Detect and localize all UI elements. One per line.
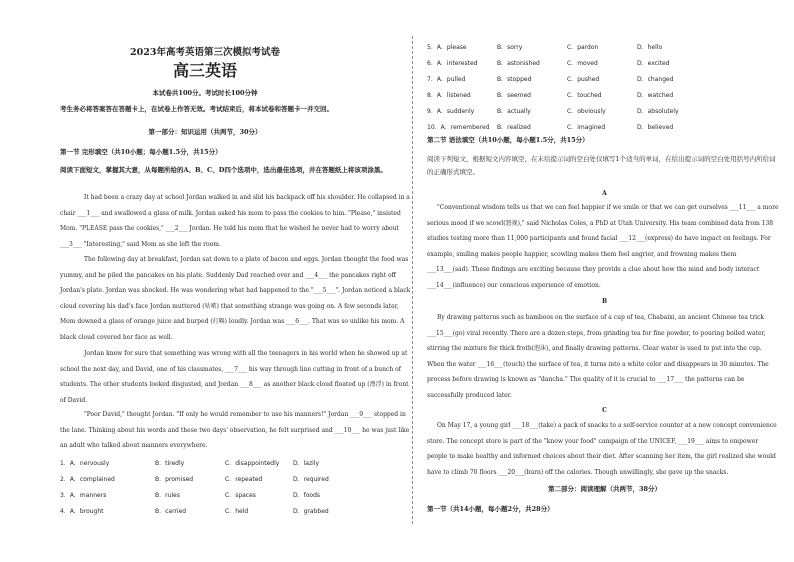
option-row (427, 90, 779, 102)
exam-info: 本试卷共100分。考试时长100分钟 (152, 89, 258, 97)
cloze-section-heading: 第一节 完形填空（共10小题；每小题1.5分，共15分） (60, 148, 222, 156)
option-c: C．pushed (567, 76, 600, 83)
cloze-instructions: 阅读下面短文，掌握其大意，从每题所给的A、B、C、D四个选项中，选出最佳选项，并在答题纸上将该项涂黑。 (60, 166, 387, 174)
option-d: D．grabbed (293, 508, 329, 515)
option-c: C．pardon (567, 44, 599, 51)
option-b: B．seemed (497, 92, 531, 99)
option-a: 10．A．remembered (427, 124, 490, 131)
option-c: C．touched (567, 92, 602, 99)
option-b: B．rules (155, 492, 180, 499)
part-two-heading: 第二部分：阅读理解（共两节，38分） (547, 485, 662, 493)
option-d: D．excited (637, 60, 670, 67)
option-b: B．stopped (497, 76, 532, 83)
option-a: 7．A．pulled (427, 76, 466, 83)
passage-a: "Conventional wisdom tells us that we can feel happier if we smile or that we can get ourselves ___11___ a more serious mood if we scowl(怒视)," said Nicholas Coles, a PhD at Utah University. His team combined data from 138 studies testing more than 11,000 participants and found facial ___12___(express) do have impact on feelings. For example, smiling makes people happier, scowling makes them feel angrier, and frowning makes them ___13___(sad). These findings are exciting because they provide a clue about how the mind and body interact ___14___(influence) our conscious experience of emotion. (427, 204, 779, 289)
option-row (60, 458, 410, 470)
option-row (60, 506, 410, 518)
option-a: 5．A．please (427, 44, 467, 51)
exam-title: 2023年高考英语第三次模拟考试卷 (130, 47, 280, 58)
subject-title: 高三英语 (172, 61, 237, 80)
option-c: C．moved (567, 60, 598, 67)
option-row (427, 58, 779, 70)
passage-b: By drawing patterns such as bamboos on the surface of a cup of tea, Chabaixi, an ancient Chinese tea trick ___15___(go) viral recently. There are a dozen steps, from grinding tea for fine powder, to pouring boiled water, stirring the mixture for thick froth(泡沫), and finally drawing patterns. Clear water is used to put into the cup. When the water ___16___(touch) the surface of tea, it turns into a white color and disappears in 30 minutes. The process before drawing is known as "dancha." The quality of it is crucial to ___17___ the patterns can be successfully produced later. (427, 314, 769, 399)
passage-label-b: B (601, 298, 608, 305)
option-a: 6．A．interested (427, 60, 478, 67)
option-a: 4．A．brought (60, 508, 104, 515)
option-c: C．imagined (567, 124, 606, 131)
option-a: 3．A．manners (60, 492, 107, 499)
passage-label-a: A (602, 190, 607, 197)
option-d: D．lazily (293, 460, 319, 467)
option-c: C．disappointedly (225, 460, 280, 467)
reading-section-heading: 第一节（共14小题，每小题2分，共28分） (427, 505, 554, 513)
part-one-heading: 第一部分：知识运用（共两节，30分） (148, 128, 262, 136)
option-c: C．held (225, 508, 249, 515)
option-a: 9．A．suddenly (427, 108, 475, 115)
option-row (60, 474, 410, 486)
option-c: C．spaces (225, 492, 256, 499)
option-a: 8．A．listened (427, 92, 471, 99)
option-row (60, 490, 410, 502)
cloze-paragraph: "Poor David," thought Jordan. "If only he would remember to use his manners!" Jordan ___9___ stopped in the lane. Thinking about his words and these two days' observation, he felt surprised and ___10___ he was just like an adult who talked about manners everywhere. (60, 411, 410, 449)
option-b: B．astonished (497, 60, 540, 67)
grammar-section-heading: 第二节 语法填空（共10小题，每小题1.5分，共15分） (427, 136, 589, 144)
right-column (415, 0, 794, 562)
option-row (427, 42, 779, 54)
grammar-instructions: 阅读下列短文，根据短文内容填空，在未给提示词的空白处仅填写1个适当的单词，在给出提示词的空白处用括号内所给词的正确形式填空。 (427, 155, 776, 176)
option-d: D．believed (637, 124, 674, 131)
option-row (427, 106, 779, 118)
option-b: B．carried (155, 508, 187, 515)
option-b: B．promised (155, 476, 194, 483)
column-divider (412, 36, 413, 524)
option-b: B．tiredly (155, 460, 185, 467)
option-a: 2．A．complained (60, 476, 115, 483)
option-d: D．hello (637, 44, 663, 51)
option-d: D．changed (637, 76, 674, 83)
option-d: D．required (293, 476, 329, 483)
passage-c: On May 17, a young girl ___18___(take) a pack of snacks to a self-service counter at a new concept convenience store. The concept store is part of the "know your food" campaign of the UNICEF, ___19___ aims to empower people to make healthy and informed choices about their diet. After scanning her item, the girl realized she would have to climb 70 floors ___20___(burn) off the calories. Though unwillingly, she gave up the snacks. (427, 422, 777, 476)
option-a: 1．A．nervously (60, 460, 110, 467)
exam-notice: 考生务必将答案答在答题卡上，在试卷上作答无效。考试结束后，将本试卷和答题卡一并交回。 (60, 105, 333, 113)
option-d: D．foods (293, 492, 321, 499)
option-b: B．sorry (497, 44, 523, 51)
option-c: C．repeated (225, 476, 263, 483)
passage-label-c: C (602, 407, 607, 414)
option-b: B．actually (497, 108, 531, 115)
option-b: B．realized (497, 124, 531, 131)
option-d: D．watched (637, 92, 674, 99)
cloze-paragraph: The following day at breakfast, Jordan sat down to a plate of bacon and eggs. Jordan thought the food was yummy, and he piled the pancakes on his plate. Suddenly Dad reached over and ___4___ the pancakes right off Jordan's plate. Jordan was shocked. He was wondering what had happened to the "___5___". Jordan noticed a black cloud covering his dad's face Jordan muttered (咕哝) that something strange was going on. A few seconds later, Mom downed a glass of orange juice and burped (打嗝) loudly. Jordan was ___6___. That was so unlike his mom. A black cloud covered her face as well. (60, 256, 410, 341)
option-c: C．obviously (567, 108, 606, 115)
option-row (427, 74, 779, 86)
cloze-paragraph: Jordan knew for sure that something was wrong with all the teenagers in his world when he showed up at school the next day, and David, one of his classmates, ___7___ his way through line cutting in front of a bunch of students. The other students looked disgusted, and Jordan ___8___ as another black cloud floated up (漂浮) in front of David. (60, 350, 409, 404)
option-d: D．absolutely (637, 108, 679, 115)
option-row (427, 122, 779, 134)
cloze-paragraph: It had been a crazy day at school Jordan walked in and slid his backpack off his shoulder. He collapsed in a chair ___1___ and swallowed a glass of milk. Jordan asked his mom to pass the cookies to him. "Please," insisted Mom. "PLEASE pass the cookies," ___2___ Jordan. He told his mom that he wished he never had to worry about ___3___ "Interesting," said Mom as she left the room. (60, 194, 410, 248)
